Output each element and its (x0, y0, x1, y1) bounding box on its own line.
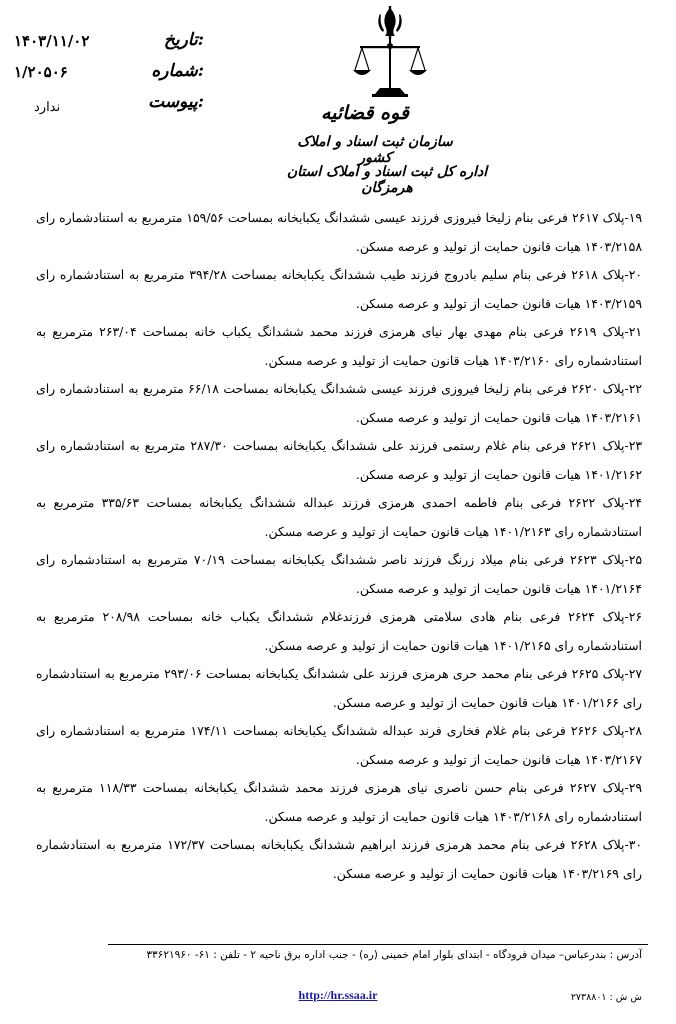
list-item: ۲۰-پلاک ۲۶۱۸ فرعی بنام سلیم بادروج فرزند طیب ششدانگ یکبابخانه بمساحت ۳۹۴/۲۸ مترمربع به استنادشماره رای ۱۴۰۳/۲۱۵۹ هیات قانون حمایت از تولید و عرصه مسکن. (36, 267, 642, 311)
list-item: ۲۷-پلاک ۲۶۲۵ فرعی بنام محمد حری هرمزی فرزند علی ششدانگ یکبابخانه بمساحت ۲۹۳/۰۶ مترمربع به استنادشماره رای ۱۴۰۱/۲۱۶۶ هیات قانون حمایت از تولید و عرصه مسکن. (36, 666, 642, 710)
list-item: ۲۶-پلاک ۲۶۲۴ فرعی بنام هادی سلامتی هرمزی فرزندغلام ششدانگ یکباب خانه بمساحت ۲۰۸/۹۸ مترمربع به استنادشماره رای ۱۴۰۱/۲۱۶۵ هیات قانون حمایت از تولید و عرصه مسکن. (36, 609, 642, 653)
attachment-row (14, 92, 204, 123)
list-item: ۲۱-پلاک ۲۶۱۹ فرعی بنام مهدی بهار نیای هرمزی فرزند محمد ششدانگ یکباب خانه بمساحت ۲۶۳/۰۴ مترمربع به استنادشماره رای ۱۴۰۳/۲۱۶۰ هیات قانون حمایت از تولید و عرصه مسکن. (36, 324, 643, 368)
list-item: ۲۳-پلاک ۲۶۲۱ فرعی بنام غلام رستمی فرزند علی ششدانگ یکبابخانه بمساحت ۲۸۷/۳۰ مترمربع به استنادشماره رای ۱۴۰۱/۲۱۶۲ هیات قانون حمایت از تولید و عرصه مسکن. (36, 438, 642, 482)
letterhead (286, 4, 490, 196)
letter-body (36, 204, 642, 888)
letter-meta (14, 30, 204, 123)
website-link[interactable]: http://hr.ssaa.ir (298, 988, 378, 1002)
footer-address: آدرس : بندرعباس– میدان فرودگاه - ابتدای بلوار امام خمینی (ره) - جنب اداره برق ناحیه ۲ - تلفن : ۶۱- ۳۳۶۲۱۹۶۰ (146, 949, 642, 961)
list-item: ۱۹-پلاک ۲۶۱۷ فرعی بنام زلیخا فیروزی فرزند عیسی ششدانگ یکبابخانه بمساحت ۱۵۹/۵۶ مترمربع به استنادشماره رای ۱۴۰۳/۲۱۵۸ هیات قانون حمایت از تولید و عرصه مسکن. (36, 210, 642, 254)
date-label: تاریخ: (163, 30, 204, 50)
attachment-label: پیوست: (148, 92, 204, 112)
organization-title: سازمان ثبت اسناد و املاک کشور (297, 134, 453, 166)
number-value: ۱/۲۰۵۰۶ (14, 63, 68, 81)
list-item: ۲۸-پلاک ۲۶۲۶ فرعی بنام غلام فخاری فرند عبداله ششدانگ یکبابخانه بمساحت ۱۷۴/۱۱ مترمربع به استنادشماره رای ۱۴۰۳/۲۱۶۷ هیات قانون حمایت از تولید و عرصه مسکن. (36, 723, 643, 767)
list-item: ۳۰-پلاک ۲۶۲۸ فرعی بنام محمد هرمزی فرزند ابراهیم ششدانگ یکبابخانه بمساحت ۱۷۲/۳۷ مترمربع به استنادشماره رای ۱۴۰۳/۲۱۶۹ هیات قانون حمایت از تولید و عرصه مسکن. (36, 837, 642, 881)
date-value: ۱۴۰۳/۱۱/۰۲ (14, 32, 90, 50)
list-item: ۲۲-پلاک ۲۶۲۰ فرعی بنام زلیخا فیروزی فرزند عیسی ششدانگ یکبابخانه بمساحت ۶۶/۱۸ مترمربع به استنادشماره رای ۱۴۰۳/۲۱۶۱ هیات قانون حمایت از تولید و عرصه مسکن. (36, 381, 643, 425)
tracking-number: ش ش : ۲۷۳۸۸۰۱ (570, 992, 642, 1003)
number-row (14, 61, 204, 92)
iran-judiciary-emblem-icon (350, 4, 430, 104)
date-row (14, 30, 204, 61)
attachment-value: ندارد (34, 100, 61, 115)
footer-divider (108, 944, 648, 945)
list-item: ۲۹-پلاک ۲۶۲۷ فرعی بنام حسن ناصری نیای هرمزی فرزند محمد ششدانگ یکبابخانه بمساحت ۱۱۸/۳۳ مترمربع به استنادشماره رای ۱۴۰۳/۲۱۶۸ هیات قانون حمایت از تولید و عرصه مسکن. (36, 780, 643, 824)
number-label: شماره: (151, 61, 204, 81)
list-item: ۲۵-پلاک ۲۶۲۳ فرعی بنام میلاد زرنگ فرزند ناصر ششدانگ یکبابخانه بمساحت ۷۰/۱۹ مترمربع به استنادشماره رای ۱۴۰۱/۲۱۶۴ هیات قانون حمایت از تولید و عرصه مسکن. (36, 552, 642, 596)
department-title: اداره کل ثبت اسناد و املاک استان هرمزگان (286, 164, 488, 196)
judiciary-title: قوه قضائیه (320, 102, 410, 124)
list-item: ۲۴-پلاک ۲۶۲۲ فرعی بنام فاطمه احمدی هرمزی فرزند عبداله ششدانگ یکبابخانه بمساحت ۳۳۵/۶۳ مترمربع به استنادشماره رای ۱۴۰۱/۲۱۶۳ هیات قانون حمایت از تولید و عرصه مسکن. (36, 495, 642, 539)
